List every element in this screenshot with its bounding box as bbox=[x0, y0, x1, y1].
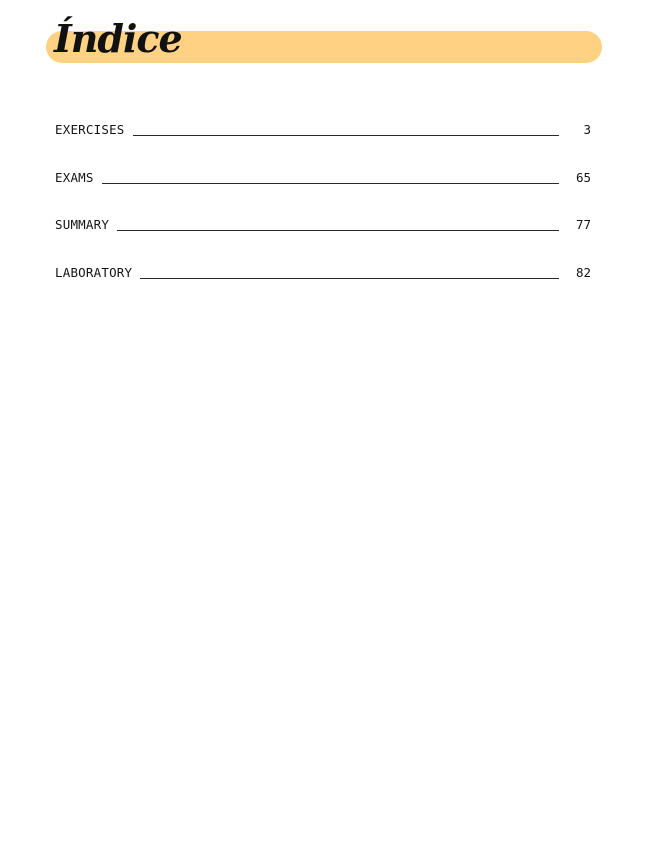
toc-entry-page: 3 bbox=[583, 122, 591, 137]
toc-leader-line bbox=[133, 135, 559, 136]
toc-leader-line bbox=[140, 278, 559, 279]
toc-entry-label: LABORATORY bbox=[55, 264, 133, 280]
toc-entry[interactable] bbox=[55, 112, 591, 138]
toc-entry-page: 82 bbox=[575, 264, 591, 280]
page-title: Índice bbox=[54, 16, 182, 61]
toc-entry-label: SUMMARY bbox=[55, 217, 110, 232]
toc-entry-page: 77 bbox=[575, 217, 591, 232]
toc-entry-page: 65 bbox=[575, 169, 591, 185]
table-of-contents bbox=[55, 112, 591, 281]
toc-entry-label: EXAMS bbox=[55, 169, 94, 185]
toc-leader-line bbox=[102, 183, 559, 184]
toc-entry[interactable] bbox=[55, 233, 591, 281]
toc-entry[interactable] bbox=[55, 138, 591, 186]
toc-leader-line bbox=[117, 230, 559, 231]
toc-entry[interactable] bbox=[55, 186, 591, 234]
toc-entry-label: EXERCISES bbox=[55, 122, 125, 137]
